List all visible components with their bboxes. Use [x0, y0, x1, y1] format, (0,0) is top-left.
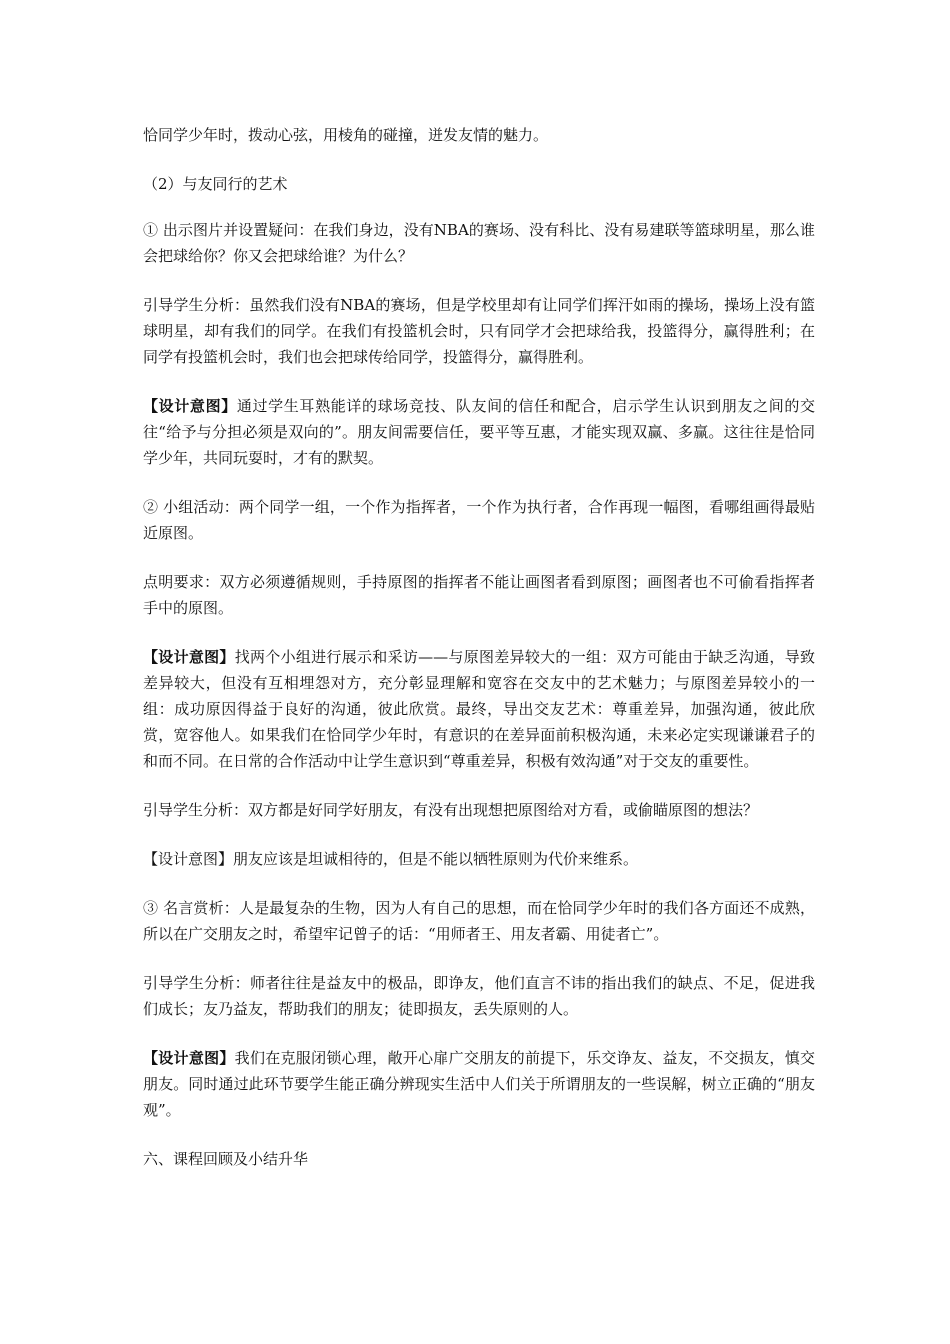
paragraph-text: 找两个小组进行展示和采访——与原图差异较大的一组：双方可能由于缺乏沟通，导致差异较大，但没有互相埋怨对方，充分彰显理解和宽容在交友中的艺术魅力；与原图差异较小的一组：成功原因得益于良好的沟通，彼此欣赏。最终，导出交友艺术：尊重差异，加强沟通，彼此欣赏，宽容他人。如果我们在恰同学少年时，有意识的在差异面前积极沟通，未来必定实现谦谦君子的和而不同。在日常的合作活动中让学生意识到“尊重差异，积极有效沟通”对于交友的重要性。: [143, 648, 815, 770]
paragraph-design-intent-2: [143, 644, 815, 774]
paragraph-text: 恰同学少年时，拨动心弦，用棱角的碰撞，迸发友情的魅力。: [143, 126, 549, 144]
paragraph-activity-1-question: [143, 217, 815, 269]
paragraph-guided-analysis-1: [143, 292, 815, 370]
paragraph-text: 【设计意图】朋友应该是坦诚相待的，但是不能以牺牲原则为代价来维系。: [143, 850, 639, 868]
paragraph-design-intent-1: [143, 393, 815, 471]
paragraph-text: 通过学生耳熟能详的球场竞技、队友间的信任和配合，启示学生认识到朋友之间的交往“给予与分担必须是双向的”。朋友间需要信任，要平等互惠，才能实现双赢、多赢。这往往是恰同学少年，共同玩耍时，才有的默契。: [143, 397, 815, 467]
section-heading-text: 六、课程回顾及小结升华: [143, 1150, 309, 1168]
paragraph-text: 引导学生分析：双方都是好同学好朋友，有没有出现想把原图给对方看，或偷瞄原图的想法？: [143, 801, 759, 819]
section-heading-art-of-friendship: [143, 171, 815, 197]
design-intent-label: 【设计意图】: [143, 648, 235, 666]
paragraph-design-intent-4: [143, 1045, 815, 1123]
design-intent-label: 【设计意图】: [143, 397, 237, 415]
design-intent-label: 【设计意图】: [143, 1049, 235, 1067]
paragraph-text: 我们在克服闭锁心理，敞开心扉广交朋友的前提下，乐交诤友、益友，不交损友，慎交朋友。同时通过此环节要学生能正确分辨现实生活中人们关于所谓朋友的一些误解，树立正确的“朋友观”。: [143, 1049, 815, 1119]
paragraph-text: 点明要求：双方必须遵循规则，手持原图的指挥者不能让画图者看到原图；画图者也不可偷看指挥者手中的原图。: [143, 573, 815, 617]
paragraph-intro-line: [143, 122, 815, 148]
paragraph-guided-analysis-2: [143, 797, 815, 823]
section-heading-review-summary: [143, 1146, 815, 1172]
paragraph-design-intent-3: [143, 846, 815, 872]
document-body: [143, 122, 815, 1195]
section-heading-text: （2）与友同行的艺术: [143, 175, 288, 193]
paragraph-text: 引导学生分析：虽然我们没有NBA的赛场，但是学校里却有让同学们挥汗如雨的操场，操场上没有篮球明星，却有我们的同学。在我们有投篮机会时，只有同学才会把球给我，投篮得分，赢得胜利；在同学有投篮机会时，我们也会把球传给同学，投篮得分，赢得胜利。: [143, 296, 815, 366]
paragraph-text: ② 小组活动：两个同学一组，一个作为指挥者，一个作为执行者，合作再现一幅图，看哪组画得最贴近原图。: [143, 498, 815, 542]
paragraph-text: ③ 名言赏析：人是最复杂的生物，因为人有自己的思想，而在恰同学少年时的我们各方面还不成熟，所以在广交朋友之时，希望牢记曾子的话：“用师者王、用友者霸、用徒者亡”。: [143, 899, 815, 943]
paragraph-quote-appreciation: [143, 895, 815, 947]
paragraph-text: ① 出示图片并设置疑问：在我们身边，没有NBA的赛场、没有科比、没有易建联等篮球明星，那么谁会把球给你？你又会把球给谁？为什么？: [143, 221, 815, 265]
paragraph-text: 引导学生分析：师者往往是益友中的极品，即诤友，他们直言不讳的指出我们的缺点、不足，促进我们成长；友乃益友，帮助我们的朋友；徒即损友，丢失原则的人。: [143, 974, 815, 1018]
paragraph-guided-analysis-3: [143, 970, 815, 1022]
paragraph-requirements: [143, 569, 815, 621]
paragraph-activity-2-group: [143, 494, 815, 546]
